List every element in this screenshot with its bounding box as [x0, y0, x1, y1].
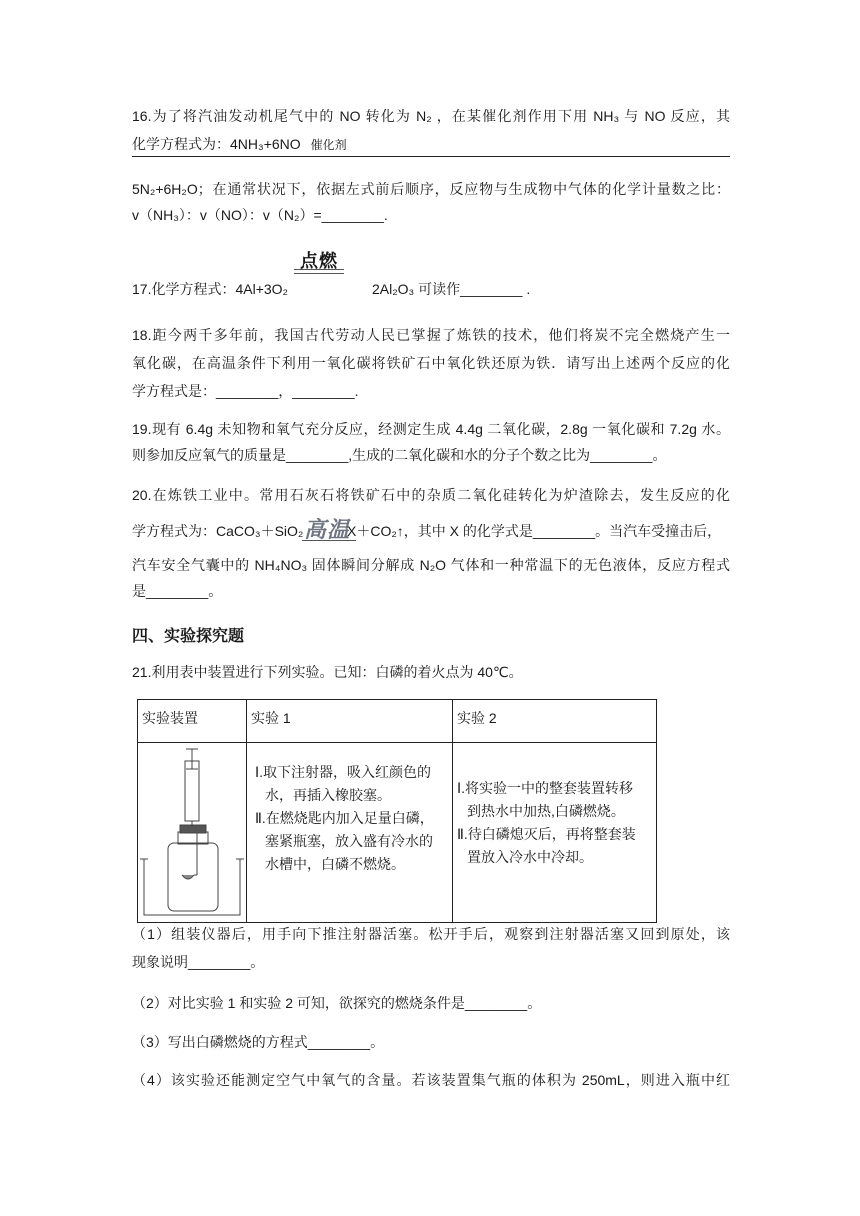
q17-reactants: 17.化学方程式：4Al+3O₂	[132, 281, 288, 297]
table-header-row	[138, 700, 657, 743]
q19-line2: 则参加反应氧气的质量是________,生成的二氧化碳和水的分子个数之比为________。	[132, 447, 667, 463]
header-exp2: 实验 2	[453, 700, 657, 743]
q19-line1: 19.现有 6.4g 未知物和氧气充分反应，经测定生成 4.4g 二氧化碳，2.8g 一氧化碳和 7.2g 水。	[132, 421, 730, 437]
exp1-cell	[247, 743, 453, 923]
q21-sub2: （2）对比实验 1 和实验 2 可知，欲探究的燃烧条件是________。	[132, 995, 542, 1011]
exp1-step1-line2: 水，再插入橡胶塞。	[265, 787, 391, 803]
q16-reaction-line	[132, 156, 730, 157]
q21-intro: 21.利用表中装置进行下列实验。已知：白磷的着火点为 40℃。	[132, 664, 523, 680]
exp1-step2-line1: Ⅱ.在燃烧匙内加入足量白磷，	[255, 810, 434, 826]
q20-line4: 是________。	[132, 583, 223, 599]
q21-sub3: （3）写出白磷燃烧的方程式________。	[132, 1034, 385, 1050]
q18-line1: 18.距今两千多年前，我国古代劳动人民已掌握了炼铁的技术，他们将炭不完全燃烧产生一	[132, 327, 730, 343]
q16-line1: 16.为了将汽油发动机尾气中的 NO 转化为 N₂ ，在某催化剂作用下用 NH₃ 与 NO 反应，其	[132, 108, 730, 124]
q16-line4: v（NH₃）：v（NO）：v（N₂）=________.	[132, 207, 388, 223]
q17-product: 2Al₂O₃ 可读作________ .	[372, 281, 531, 297]
q16-line2	[132, 134, 347, 155]
exp2-step1-line2: 到热水中加热,白磷燃烧。	[467, 803, 625, 819]
q16-catalyst-label: 催化剂	[310, 138, 347, 152]
q21-sub1-line1: （1）组装仪器后，用手向下推注射器活塞。松开手后，观察到注射器活塞又回到原处，该	[132, 926, 730, 942]
exp1-step2-line3: 水槽中，白磷不燃烧。	[265, 856, 405, 872]
exp2-step1-line1: Ⅰ.将实验一中的整套装置转移	[457, 780, 634, 796]
q16-line3: 5N₂+6H₂O；在通常状况下，依据左式前后顺序，反应物与生成物中气体的化学计量数之比：	[132, 181, 730, 197]
q17-condition-line	[294, 269, 344, 270]
header-exp1: 实验 1	[247, 700, 453, 743]
q21-sub4: （4）该实验还能测定空气中氧气的含量。若该装置集气瓶的体积为 250mL，则进入瓶中红	[132, 1072, 730, 1088]
section-heading: 四、实验探究题	[132, 628, 245, 645]
table-body-row	[138, 743, 657, 923]
exp1-step2-line2: 塞紧瓶塞，放入盛有冷水的	[265, 833, 433, 849]
q20-condition: 高温	[304, 517, 351, 542]
q18-line3: 学方程式是：________，________.	[132, 383, 359, 399]
exp2-cell	[453, 743, 657, 923]
q20-line2-suffix: X＋CO₂↑，其中 X 的化学式是________。当汽车受撞击后，	[347, 523, 722, 539]
header-apparatus: 实验装置	[138, 700, 247, 743]
experiment-table	[137, 699, 657, 923]
q20-line3: 汽车安全气囊中的 NH₄NO₃ 固体瞬间分解成 N₂O 气体和一种常温下的无色液体，反应方程式	[132, 557, 730, 573]
apparatus-diagram	[138, 743, 247, 919]
q17-condition-line2	[294, 273, 344, 274]
q18-line2: 氧化碳，在高温条件下利用一氧化碳将铁矿石中氧化铁还原为铁．请写出上述两个反应的化	[132, 355, 730, 371]
q20-line2-prefix: 学方程式为：CaCO₃＋SiO₂	[132, 523, 304, 539]
apparatus-cell	[138, 743, 247, 923]
exp1-step1-line1: Ⅰ.取下注射器，吸入红颜色的	[255, 764, 432, 780]
q21-sub1-line2: 现象说明________。	[132, 954, 265, 970]
q16-equation-reactants: 化学方程式为：4NH₃+6NO	[132, 136, 301, 152]
exp2-step2-line1: Ⅱ.待白磷熄灭后，再将整套装	[457, 826, 636, 842]
q17-condition: 点燃	[300, 251, 338, 271]
q20-line1: 20.在炼铁工业中。常用石灰石将铁矿石中的杂质二氧化硅转化为炉渣除去，发生反应的化	[132, 487, 730, 503]
exp2-step2-line2: 置放入冷水中冷却。	[467, 849, 593, 865]
